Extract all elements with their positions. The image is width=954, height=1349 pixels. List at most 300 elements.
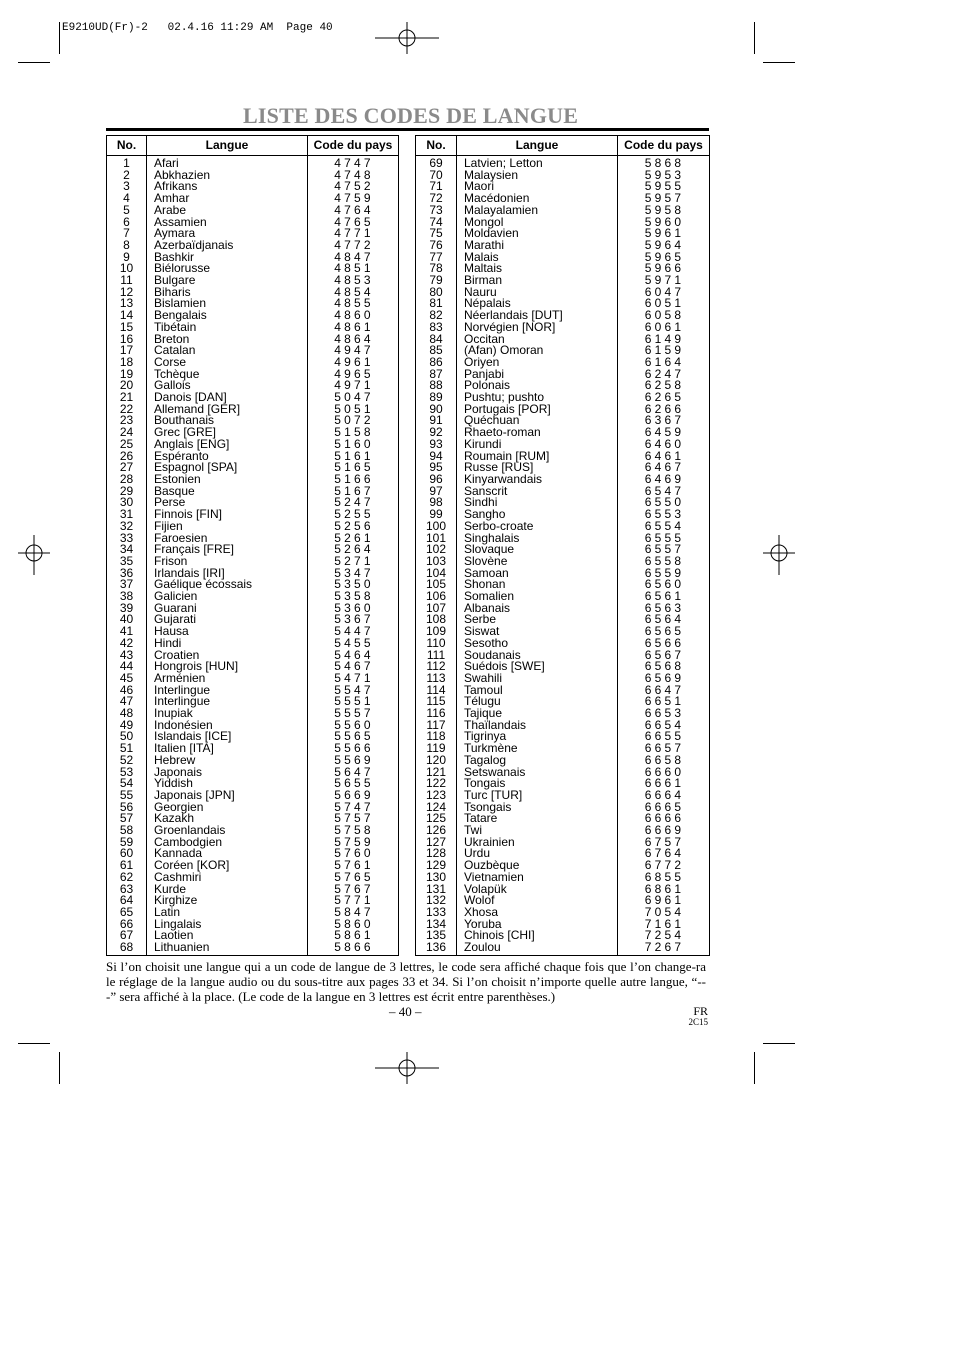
row-number: 126 <box>416 825 457 837</box>
row-language: Biélorusse <box>147 263 308 275</box>
row-code: 5566 <box>308 743 399 755</box>
row-code: 4847 <box>308 252 399 264</box>
row-language: Hindi <box>147 638 308 650</box>
row-language: Interlingue <box>147 696 308 708</box>
row-number: 14 <box>107 310 147 322</box>
row-language: Mongol <box>457 217 618 229</box>
row-code: 6560 <box>618 579 710 591</box>
footnote: Si l’on choisit une langue qui a un code de langue de 3 lettres, le code sera affiché chaque fois que l’on change-ra le réglage de la langue audio ou du sous-titre aux pages 33 et 34. Si l’on choisit n’importe quelle autre langue, “---” sera affiché à la place. (Le code de la langue en 3 lettres est écrit entre parenthèses.) <box>106 959 706 1004</box>
row-language: Rhaeto-roman <box>457 427 618 439</box>
row-number: 65 <box>107 907 147 919</box>
row-code: 5868 <box>618 156 710 170</box>
row-language: Azerbaïdjanais <box>147 240 308 252</box>
row-code: 6258 <box>618 380 710 392</box>
row-language: Urdu <box>457 848 618 860</box>
row-number: 44 <box>107 661 147 673</box>
row-language: Bislamien <box>147 298 308 310</box>
row-code: 5861 <box>308 930 399 942</box>
row-number: 42 <box>107 638 147 650</box>
crop-mark <box>763 62 795 63</box>
row-language: Birman <box>457 275 618 287</box>
row-language: Arabe <box>147 205 308 217</box>
title-rule <box>106 128 709 131</box>
row-number: 88 <box>416 380 457 392</box>
language-code: FR <box>693 1004 708 1018</box>
language-table-left <box>106 135 399 956</box>
row-language: Shonan <box>457 579 618 591</box>
row-code: 5261 <box>308 533 399 545</box>
row-code: 5160 <box>308 439 399 451</box>
row-number: 52 <box>107 755 147 767</box>
row-number: 83 <box>416 322 457 334</box>
row-number: 81 <box>416 298 457 310</box>
row-number: 3 <box>107 181 147 193</box>
row-language: Oriyen <box>457 357 618 369</box>
row-code: 4855 <box>308 298 399 310</box>
row-code: 4947 <box>308 345 399 357</box>
row-language: Lingalais <box>147 919 308 931</box>
row-number: 53 <box>107 767 147 779</box>
row-number: 80 <box>416 287 457 299</box>
row-code: 5455 <box>308 638 399 650</box>
row-language: Tsongais <box>457 802 618 814</box>
row-code: 4764 <box>308 205 399 217</box>
row-code: 6664 <box>618 790 710 802</box>
row-language: Tibétain <box>147 322 308 334</box>
row-number: 125 <box>416 813 457 825</box>
row-language: Turc [TUR] <box>457 790 618 802</box>
row-code: 5051 <box>308 404 399 416</box>
row-number: 26 <box>107 451 147 463</box>
row-number: 130 <box>416 872 457 884</box>
row-language: Galicien <box>147 591 308 603</box>
row-language: Suédois [SWE] <box>457 661 618 673</box>
row-number: 111 <box>416 650 457 662</box>
row-language: Portugais [POR] <box>457 404 618 416</box>
table-header-row <box>107 136 399 156</box>
row-number: 124 <box>416 802 457 814</box>
row-number: 46 <box>107 685 147 697</box>
row-language: Faroesien <box>147 533 308 545</box>
page-number: – 40 – <box>389 1004 422 1019</box>
row-code: 6467 <box>618 462 710 474</box>
crop-mark <box>754 1052 755 1084</box>
row-code: 6247 <box>618 369 710 381</box>
row-number: 63 <box>107 884 147 896</box>
row-code: 6469 <box>618 474 710 486</box>
row-language: Gallois <box>147 380 308 392</box>
row-number: 70 <box>416 170 457 182</box>
row-code: 5547 <box>308 685 399 697</box>
row-language: Yoruba <box>457 919 618 931</box>
row-code: 6653 <box>618 708 710 720</box>
row-language: Afrikans <box>147 181 308 193</box>
row-code: 5358 <box>308 591 399 603</box>
row-code: 6149 <box>618 334 710 346</box>
row-code: 5247 <box>308 497 399 509</box>
row-language: Malais <box>457 252 618 264</box>
row-number: 90 <box>416 404 457 416</box>
row-number: 16 <box>107 334 147 346</box>
row-language: Hebrew <box>147 755 308 767</box>
row-language: Latvien; Letton <box>457 156 618 170</box>
row-number: 101 <box>416 533 457 545</box>
row-language: Espagnol [SPA] <box>147 462 308 474</box>
row-code: 5360 <box>308 603 399 615</box>
row-number: 97 <box>416 486 457 498</box>
row-language: Breton <box>147 334 308 346</box>
row-code: 5255 <box>308 509 399 521</box>
row-code: 6661 <box>618 778 710 790</box>
row-language: Singhalais <box>457 533 618 545</box>
row-language: Indonésien <box>147 720 308 732</box>
row-number: 99 <box>416 509 457 521</box>
row-number: 4 <box>107 193 147 205</box>
row-code: 4861 <box>308 322 399 334</box>
row-number: 102 <box>416 544 457 556</box>
row-code: 5264 <box>308 544 399 556</box>
registration-mark-icon <box>18 535 50 575</box>
row-language: Kazakh <box>147 813 308 825</box>
row-language: Bouthanais <box>147 415 308 427</box>
row-code: 5964 <box>618 240 710 252</box>
row-language: Albanais <box>457 603 618 615</box>
row-number: 35 <box>107 556 147 568</box>
row-number: 91 <box>416 415 457 427</box>
row-code: 5747 <box>308 802 399 814</box>
row-number: 75 <box>416 228 457 240</box>
row-language: Hongrois [HUN] <box>147 661 308 673</box>
row-number: 113 <box>416 673 457 685</box>
row-number: 23 <box>107 415 147 427</box>
header-langue: Langue <box>457 136 618 156</box>
row-language: Pushtu; pushto <box>457 392 618 404</box>
row-language: Aymara <box>147 228 308 240</box>
row-language: Wolof <box>457 895 618 907</box>
language-table-right <box>415 135 710 956</box>
row-code: 5569 <box>308 755 399 767</box>
language-table-body <box>107 156 399 956</box>
row-code: 5860 <box>308 919 399 931</box>
row-language: Somalien <box>457 591 618 603</box>
crop-mark <box>754 22 755 54</box>
row-number: 132 <box>416 895 457 907</box>
row-number: 12 <box>107 287 147 299</box>
row-language: Bashkir <box>147 252 308 264</box>
row-language: Finnois [FIN] <box>147 509 308 521</box>
row-code: 5955 <box>618 181 710 193</box>
row-language: Groenlandais <box>147 825 308 837</box>
row-language: Roumain [RUM] <box>457 451 618 463</box>
row-language: Afari <box>147 156 308 170</box>
row-number: 20 <box>107 380 147 392</box>
row-number: 133 <box>416 907 457 919</box>
row-number: 22 <box>107 404 147 416</box>
row-code: 5165 <box>308 462 399 474</box>
row-number: 64 <box>107 895 147 907</box>
row-language: Tongais <box>457 778 618 790</box>
row-language: Macédonien <box>457 193 618 205</box>
row-number: 128 <box>416 848 457 860</box>
row-code: 6567 <box>618 650 710 662</box>
row-number: 84 <box>416 334 457 346</box>
row-code: 5471 <box>308 673 399 685</box>
row-code: 6460 <box>618 439 710 451</box>
row-number: 25 <box>107 439 147 451</box>
row-number: 41 <box>107 626 147 638</box>
row-code: 4772 <box>308 240 399 252</box>
row-code: 5256 <box>308 521 399 533</box>
row-code: 5072 <box>308 415 399 427</box>
row-code: 5761 <box>308 860 399 872</box>
row-code: 5957 <box>618 193 710 205</box>
row-language: Zoulou <box>457 942 618 955</box>
row-language: (Afan) Omoran <box>457 345 618 357</box>
row-number: 77 <box>416 252 457 264</box>
row-number: 85 <box>416 345 457 357</box>
row-number: 50 <box>107 731 147 743</box>
row-language: Corse <box>147 357 308 369</box>
row-language: Hausa <box>147 626 308 638</box>
row-code: 6461 <box>618 451 710 463</box>
row-language: Anglais [ENG] <box>147 439 308 451</box>
row-code: 6565 <box>618 626 710 638</box>
row-number: 34 <box>107 544 147 556</box>
row-language: Maltais <box>457 263 618 275</box>
row-code: 5464 <box>308 650 399 662</box>
row-code: 6266 <box>618 404 710 416</box>
row-number: 32 <box>107 521 147 533</box>
registration-mark-icon <box>375 22 439 54</box>
row-code: 6657 <box>618 743 710 755</box>
row-language: Italien [ITA] <box>147 743 308 755</box>
row-code: 5760 <box>308 848 399 860</box>
row-number: 61 <box>107 860 147 872</box>
row-number: 55 <box>107 790 147 802</box>
row-code: 6459 <box>618 427 710 439</box>
row-number: 110 <box>416 638 457 650</box>
row-number: 9 <box>107 252 147 264</box>
row-code: 5158 <box>308 427 399 439</box>
row-code: 6651 <box>618 696 710 708</box>
row-language: Occitan <box>457 334 618 346</box>
row-language: Kirghize <box>147 895 308 907</box>
row-number: 8 <box>107 240 147 252</box>
row-language: Sesotho <box>457 638 618 650</box>
row-number: 11 <box>107 275 147 287</box>
row-code: 5347 <box>308 568 399 580</box>
row-code: 5047 <box>308 392 399 404</box>
row-number: 121 <box>416 767 457 779</box>
row-code: 7161 <box>618 919 710 931</box>
row-code: 6553 <box>618 509 710 521</box>
row-code: 6367 <box>618 415 710 427</box>
row-number: 78 <box>416 263 457 275</box>
row-number: 36 <box>107 568 147 580</box>
row-code: 6569 <box>618 673 710 685</box>
row-number: 108 <box>416 614 457 626</box>
row-language: Polonais <box>457 380 618 392</box>
row-code: 6047 <box>618 287 710 299</box>
row-code: 4860 <box>308 310 399 322</box>
row-code: 5367 <box>308 614 399 626</box>
row-number: 30 <box>107 497 147 509</box>
row-code: 4771 <box>308 228 399 240</box>
row-code: 5271 <box>308 556 399 568</box>
row-code: 6961 <box>618 895 710 907</box>
row-language: Néerlandais [DUT] <box>457 310 618 322</box>
row-language: Kirundi <box>457 439 618 451</box>
row-language: Bengalais <box>147 310 308 322</box>
row-language: Kannada <box>147 848 308 860</box>
row-code: 6159 <box>618 345 710 357</box>
row-language: Irlandais [IRI] <box>147 568 308 580</box>
row-code: 5565 <box>308 731 399 743</box>
row-number: 118 <box>416 731 457 743</box>
row-language: Abkhazien <box>147 170 308 182</box>
row-language: Tajique <box>457 708 618 720</box>
row-number: 103 <box>416 556 457 568</box>
row-language: Malaysien <box>457 170 618 182</box>
row-code: 6654 <box>618 720 710 732</box>
row-language: Catalan <box>147 345 308 357</box>
row-number: 56 <box>107 802 147 814</box>
row-code: 4759 <box>308 193 399 205</box>
row-code: 6655 <box>618 731 710 743</box>
row-code: 4961 <box>308 357 399 369</box>
row-code: 5467 <box>308 661 399 673</box>
row-language: Georgien <box>147 802 308 814</box>
row-code: 4752 <box>308 181 399 193</box>
row-number: 76 <box>416 240 457 252</box>
row-code: 5847 <box>308 907 399 919</box>
row-language: Chinois [CHI] <box>457 930 618 942</box>
header-code: Code du pays <box>618 136 710 156</box>
page-title: LISTE DES CODES DE LANGUE <box>243 103 579 128</box>
row-code: 5647 <box>308 767 399 779</box>
row-number: 37 <box>107 579 147 591</box>
row-number: 127 <box>416 837 457 849</box>
row-number: 7 <box>107 228 147 240</box>
row-number: 123 <box>416 790 457 802</box>
crop-mark <box>59 22 60 54</box>
row-code: 5759 <box>308 837 399 849</box>
row-code: 6555 <box>618 533 710 545</box>
table-header-row <box>416 136 710 156</box>
row-number: 119 <box>416 743 457 755</box>
row-language: Serbo-croate <box>457 521 618 533</box>
row-number: 15 <box>107 322 147 334</box>
row-number: 122 <box>416 778 457 790</box>
row-number: 74 <box>416 217 457 229</box>
row-number: 100 <box>416 521 457 533</box>
row-number: 43 <box>107 650 147 662</box>
header-code: Code du pays <box>308 136 399 156</box>
row-language: Bulgare <box>147 275 308 287</box>
row-number: 54 <box>107 778 147 790</box>
row-number: 73 <box>416 205 457 217</box>
row-language: Coréen [KOR] <box>147 860 308 872</box>
row-number: 18 <box>107 357 147 369</box>
row-number: 17 <box>107 345 147 357</box>
row-code: 6547 <box>618 486 710 498</box>
row-code: 6669 <box>618 825 710 837</box>
row-number: 58 <box>107 825 147 837</box>
row-number: 112 <box>416 661 457 673</box>
row-language: Siswat <box>457 626 618 638</box>
row-code: 6772 <box>618 860 710 872</box>
row-number: 67 <box>107 930 147 942</box>
crop-mark <box>18 1043 50 1044</box>
row-number: 45 <box>107 673 147 685</box>
row-number: 51 <box>107 743 147 755</box>
row-code: 5953 <box>618 170 710 182</box>
row-code: 5965 <box>618 252 710 264</box>
row-code: 6554 <box>618 521 710 533</box>
row-code: 5669 <box>308 790 399 802</box>
row-number: 106 <box>416 591 457 603</box>
row-language: Samoan <box>457 568 618 580</box>
row-number: 82 <box>416 310 457 322</box>
row-language: Islandais [ICE] <box>147 731 308 743</box>
row-language: Frison <box>147 556 308 568</box>
row-code: 4747 <box>308 156 399 170</box>
row-code: 5167 <box>308 486 399 498</box>
row-language: Croatien <box>147 650 308 662</box>
row-language: Basque <box>147 486 308 498</box>
row-language: Tigrinya <box>457 731 618 743</box>
row-number: 107 <box>416 603 457 615</box>
row-number: 96 <box>416 474 457 486</box>
row-number: 6 <box>107 217 147 229</box>
row-code: 6265 <box>618 392 710 404</box>
row-code: 6051 <box>618 298 710 310</box>
row-language: Cashmiri <box>147 872 308 884</box>
row-number: 87 <box>416 369 457 381</box>
row-language: Biharis <box>147 287 308 299</box>
header-no: No. <box>107 136 147 156</box>
row-number: 104 <box>416 568 457 580</box>
row-code: 6559 <box>618 568 710 580</box>
row-number: 120 <box>416 755 457 767</box>
row-number: 109 <box>416 626 457 638</box>
row-code: 5161 <box>308 451 399 463</box>
row-number: 79 <box>416 275 457 287</box>
row-number: 69 <box>416 156 457 170</box>
row-number: 98 <box>416 497 457 509</box>
row-code: 6764 <box>618 848 710 860</box>
row-language: Slovène <box>457 556 618 568</box>
row-code: 6568 <box>618 661 710 673</box>
row-code: 5557 <box>308 708 399 720</box>
language-table-body <box>416 156 710 956</box>
row-language: Setswanais <box>457 767 618 779</box>
row-language: Télugu <box>457 696 618 708</box>
row-language: Gaélique écossais <box>147 579 308 591</box>
row-language: Népalais <box>457 298 618 310</box>
row-language: Gujarati <box>147 614 308 626</box>
row-number: 31 <box>107 509 147 521</box>
row-language: Malayalamien <box>457 205 618 217</box>
row-language: Volapük <box>457 884 618 896</box>
row-number: 136 <box>416 942 457 955</box>
row-code: 6566 <box>618 638 710 650</box>
row-language: Danois [DAN] <box>147 392 308 404</box>
row-code: 5966 <box>618 263 710 275</box>
row-number: 92 <box>416 427 457 439</box>
row-language: Moldavien <box>457 228 618 240</box>
row-language: Sanscrit <box>457 486 618 498</box>
